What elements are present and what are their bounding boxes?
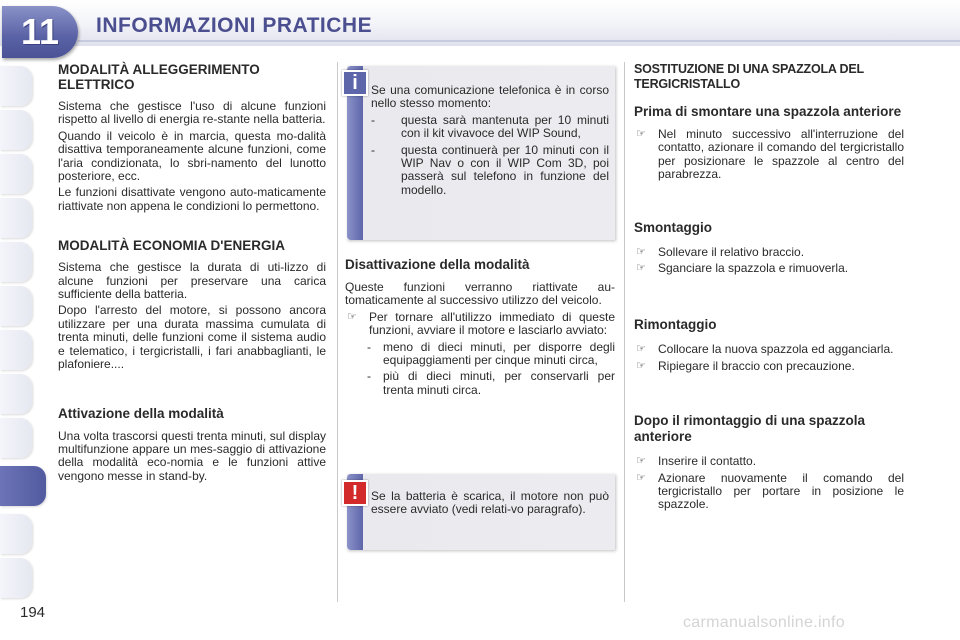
paragraph: Sistema che gestisce la durata di uti-lizzo di alcune funzioni per preservare una carica sufficiente della batteria. bbox=[58, 260, 326, 302]
pointing-hand-icon: ☞ bbox=[636, 343, 646, 356]
info-note-text: Se una comunicazione telefonica è in corso nello stesso momento: bbox=[371, 83, 609, 111]
section-title: MODALITÀ ECONOMIA D'ENERGIA bbox=[58, 238, 285, 254]
subsection-title: Attivazione della modalità bbox=[58, 405, 224, 421]
pointing-hand-icon: ☞ bbox=[636, 262, 646, 275]
side-tab[interactable] bbox=[0, 286, 32, 326]
page-title: INFORMAZIONI PRATICHE bbox=[96, 14, 373, 37]
watermark: carmanualsonline.info bbox=[683, 614, 845, 631]
pointing-hand-icon: ☞ bbox=[636, 128, 646, 140]
warning-note-box bbox=[347, 474, 615, 550]
paragraph: Queste funzioni verranno riattivate au-tomaticamente al successivo utilizzo del veicolo. bbox=[345, 280, 615, 308]
section-title: SOSTITUZIONE DI UNA SPAZZOLA DEL TERGICRISTALLO bbox=[634, 62, 864, 91]
chapter-number: 11 bbox=[20, 11, 60, 52]
pointing-hand-icon: ☞ bbox=[347, 310, 357, 323]
left-column bbox=[58, 62, 326, 483]
paragraph: Dopo l'arresto del motore, si possono ancora utilizzare per una durata massima cumulata di trenta minuti, delle funzioni come il sistema audio e telematico, i tergicristalli, i fari anabbaglianti, le plafoniere.... bbox=[58, 303, 326, 372]
side-tab[interactable] bbox=[0, 330, 32, 370]
warning-note-content bbox=[371, 490, 609, 517]
side-tab[interactable] bbox=[0, 66, 32, 106]
subsection-title: Smontaggio bbox=[634, 219, 712, 235]
middle-column bbox=[345, 257, 615, 397]
section-title: MODALITÀ ALLEGGERIMENTO ELETTRICO bbox=[58, 62, 260, 92]
side-tab[interactable] bbox=[0, 110, 32, 150]
warning-note-text: Se la batteria è scarica, il motore non può essere avviato (vedi relati-vo paragrafo). bbox=[371, 489, 609, 517]
subsection-title: Prima di smontare una spazzola anteriore bbox=[634, 104, 902, 119]
bullet-item: ☞ Inserire il contatto. bbox=[636, 454, 757, 469]
bullet-item: ☞ Sollevare il relativo braccio. bbox=[636, 244, 805, 259]
column-divider bbox=[337, 62, 338, 602]
subsection-title: Dopo il rimontaggio di una spazzola anteriore bbox=[634, 413, 866, 445]
bullet-item: ☞ Per tornare all'utilizzo immediato di queste funzioni, avviare il motore e lasciarlo avviato: bbox=[347, 309, 615, 338]
bullet-item: ☞ Ripiegare il braccio con precauzione. bbox=[636, 358, 855, 373]
side-tab[interactable] bbox=[0, 198, 32, 238]
info-note-content bbox=[371, 84, 609, 197]
side-tab[interactable] bbox=[0, 558, 32, 598]
paragraph: Quando il veicolo è in marcia, questa mo-dalità disattiva temporaneamente alcune funzioni, come l'aria condizionata, lo sbri-namento del lunotto posteriore, ecc. bbox=[58, 128, 326, 184]
chapter-badge bbox=[2, 6, 78, 58]
paragraph: Una volta trascorsi questi trenta minuti, sul display multifunzione appare un mes-saggio di attivazione della modalità eco-nomia e le funzioni attive vengono messe in stand-by. bbox=[58, 428, 326, 483]
info-note-item: - questa sarà mantenuta per 10 minuti con il kit vivavoce del WIP Sound, bbox=[371, 112, 609, 141]
info-note-box bbox=[347, 66, 615, 240]
side-tab[interactable] bbox=[0, 374, 32, 414]
info-icon: i bbox=[342, 70, 368, 96]
bullet-item: ☞ Sganciare la spazzola e rimuoverla. bbox=[636, 261, 849, 276]
side-tab[interactable] bbox=[0, 514, 32, 554]
side-tab[interactable] bbox=[0, 242, 32, 282]
right-column bbox=[634, 62, 904, 512]
info-note-item: - questa continuerà per 10 minuti con il WIP Nav o con il WIP Com 3D, poi passerà sul telefono in funzione del modello. bbox=[371, 142, 609, 197]
column-divider bbox=[624, 62, 625, 602]
subsection-title: Disattivazione della modalità bbox=[345, 257, 530, 272]
page-number: 194 bbox=[20, 604, 46, 621]
paragraph: Sistema che gestisce l'uso di alcune funzioni rispetto al livello di energia re-stante nella batteria. bbox=[58, 99, 326, 127]
bullet-item: ☞ Azionare nuovamente il comando del tergicristallo per portare in posizione le spazzole. bbox=[636, 470, 904, 512]
warning-icon: ! bbox=[342, 480, 368, 506]
paragraph: Le funzioni disattivate vengono auto-maticamente riattivate non appena le condizioni lo permettono. bbox=[58, 185, 326, 213]
title-rule bbox=[78, 40, 960, 42]
bullet-item: ☞ Collocare la nuova spazzola ed agganciarla. bbox=[636, 342, 894, 357]
pointing-hand-icon: ☞ bbox=[636, 471, 646, 484]
side-tab[interactable] bbox=[0, 418, 32, 458]
pointing-hand-icon: ☞ bbox=[636, 359, 646, 372]
subsection-title: Rimontaggio bbox=[634, 317, 717, 333]
bullet-item: ☞ Nel minuto successivo all'interruzione del contatto, azionare il comando del tergicristallo per posizionare le spazzole al centro del parabrezza. bbox=[636, 127, 904, 182]
dash-item: - meno di dieci minuti, per disporre degli equipaggiamenti per cinque minuti circa, bbox=[367, 339, 615, 368]
side-tab-active[interactable] bbox=[0, 466, 46, 506]
pointing-hand-icon: ☞ bbox=[636, 245, 646, 258]
side-tab[interactable] bbox=[0, 154, 32, 194]
dash-item: - più di dieci minuti, per conservarli per trenta minuti circa. bbox=[367, 369, 615, 397]
pointing-hand-icon: ☞ bbox=[636, 455, 646, 468]
